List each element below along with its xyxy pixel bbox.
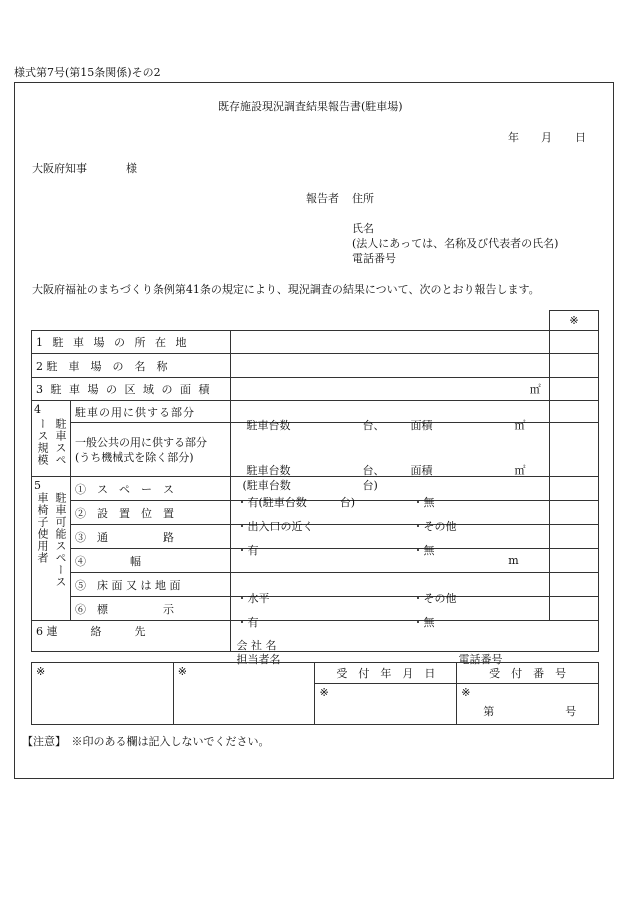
reporter-name-note: (法人にあっては、名称及び代表者の氏名) bbox=[352, 237, 559, 250]
item-3-a: ・有 bbox=[236, 543, 259, 557]
row4b-count2: (駐車台数 bbox=[242, 478, 291, 492]
row1-label: 1 駐 車 場 の 所 在 地 bbox=[32, 331, 231, 354]
item-2-mark bbox=[549, 501, 598, 525]
office-use-table bbox=[31, 662, 599, 725]
date-year: 年 bbox=[508, 131, 519, 144]
row2-value[interactable] bbox=[230, 354, 549, 378]
row5-number: 5 bbox=[34, 479, 41, 492]
item-5-value[interactable] bbox=[230, 573, 549, 605]
item-3-mark bbox=[549, 525, 598, 549]
row6-company: 会 社 名 bbox=[236, 639, 277, 652]
receipt-no-header: 受 付 番 号 bbox=[457, 663, 599, 684]
item-1-mark bbox=[549, 477, 598, 501]
receipt-no-suffix: 号 bbox=[565, 705, 577, 718]
row2-label: 2 駐 車 場 の 名 称 bbox=[32, 354, 231, 378]
item-6-a: ・有 bbox=[236, 615, 259, 629]
row6-person: 担当者名 bbox=[236, 653, 281, 666]
row4b-label-line2: (うち機械式を除く部分) bbox=[75, 450, 194, 464]
item-6-mark bbox=[549, 597, 598, 621]
item-2-label: ② 設 置 位 置 bbox=[71, 501, 231, 525]
row4b-units2: 台) bbox=[362, 478, 378, 492]
office-cell-1-mark: ※ bbox=[36, 665, 46, 678]
row4b-mark bbox=[549, 423, 598, 477]
row4a-count: 駐車台数 bbox=[246, 418, 291, 432]
receipt-date-mark: ※ bbox=[319, 686, 329, 699]
page-title: 既存施設現況調査結果報告書(駐車場) bbox=[218, 100, 403, 113]
receipt-no-cell bbox=[457, 684, 599, 725]
reporter-name: 氏名 bbox=[352, 222, 374, 235]
item-4-value[interactable] bbox=[230, 549, 549, 573]
addressee-name: 大阪府知事 bbox=[32, 162, 87, 175]
row4a-area: 面積 bbox=[410, 418, 433, 432]
row4a-value[interactable] bbox=[230, 401, 549, 432]
item-6-b: ・無 bbox=[412, 615, 435, 629]
row3-label: 3 駐 車 場 の 区 域 の 面 積 bbox=[32, 378, 231, 401]
row6-phone: 電話番号 bbox=[458, 653, 503, 666]
row4a-label: 駐車の用に供する部分 bbox=[71, 401, 231, 423]
item-4-mark bbox=[549, 549, 598, 573]
row4b-area: 面積 bbox=[410, 463, 433, 477]
reporter-phone: 電話番号 bbox=[352, 252, 396, 265]
reporter-address: 住所 bbox=[352, 192, 374, 205]
item-4-label: ④ 幅 bbox=[71, 549, 231, 573]
row3-mark bbox=[549, 378, 598, 401]
office-cell-1 bbox=[32, 663, 174, 725]
row4b-count: 駐車台数 bbox=[246, 463, 291, 477]
item-6-label: ⑥ 標 示 bbox=[71, 597, 231, 621]
receipt-date-header: 受 付 年 月 日 bbox=[315, 663, 457, 684]
row4-vertical-2: ース規模 bbox=[36, 418, 49, 466]
row5-vertical-2: 駐車可能スペース bbox=[54, 492, 67, 588]
item-5-b: ・その他 bbox=[412, 591, 457, 605]
row4-vertical-1: 駐車スペ bbox=[54, 418, 67, 466]
row1-mark bbox=[549, 331, 598, 354]
row4b-label bbox=[71, 423, 231, 477]
receipt-no-prefix: 第 bbox=[483, 705, 495, 718]
row5-heading bbox=[32, 477, 71, 621]
row5-vertical-1: 車椅子使用者 bbox=[36, 492, 49, 564]
row6-label: 6 連 絡 先 bbox=[32, 621, 231, 652]
item-2-b: ・その他 bbox=[412, 519, 457, 533]
row3-unit: ㎡ bbox=[529, 383, 541, 396]
row4-number: 4 bbox=[34, 403, 41, 416]
form-number: 様式第7号(第15条関係)その2 bbox=[14, 66, 161, 79]
item-5-a: ・水平 bbox=[236, 591, 270, 605]
item-5-mark bbox=[549, 573, 598, 597]
receipt-date-cell bbox=[315, 684, 457, 725]
receipt-no-mark: ※ bbox=[461, 686, 471, 699]
row3-value[interactable] bbox=[230, 378, 549, 401]
office-use-mark-box bbox=[549, 310, 599, 331]
row1-value[interactable] bbox=[230, 331, 549, 354]
row4b-units: 台、 bbox=[362, 463, 385, 477]
item-6-value[interactable] bbox=[230, 597, 549, 629]
item-1-b: ・無 bbox=[412, 495, 435, 509]
office-use-mark: ※ bbox=[550, 311, 599, 331]
row4a-mark bbox=[549, 401, 598, 423]
item-1-label: ① ス ペ ー ス bbox=[71, 477, 231, 501]
item-5-label: ⑤ 床 面 又 は 地 面 bbox=[71, 573, 231, 597]
main-table bbox=[31, 330, 599, 666]
date-month: 月 bbox=[541, 131, 552, 144]
statement: 大阪府福祉のまちづくり条例第41条の規定により、現況調査の結果について、次のとおり報告します。 bbox=[32, 283, 540, 296]
office-cell-2-mark: ※ bbox=[177, 665, 187, 678]
addressee-honorific: 様 bbox=[126, 162, 137, 175]
item-1-a: ・有(駐車台数 台) bbox=[236, 495, 356, 509]
row4a-units: 台、 bbox=[362, 418, 385, 432]
note: 【注意】 ※印のある欄は記入しないでください。 bbox=[22, 735, 270, 748]
row4b-label-line1: 一般公共の用に供する部分 bbox=[75, 435, 207, 449]
item-3-label: ③ 通 路 bbox=[71, 525, 231, 549]
date-day: 日 bbox=[575, 131, 586, 144]
reporter-label: 報告者 bbox=[306, 192, 339, 205]
row4b-sqm: ㎡ bbox=[514, 463, 526, 477]
item-2-a: ・出入口の近く bbox=[236, 519, 314, 533]
item-3-b: ・無 bbox=[412, 543, 435, 557]
row4-heading bbox=[32, 401, 71, 477]
item-4-unit: m bbox=[508, 554, 519, 567]
row4a-sqm: ㎡ bbox=[514, 418, 526, 432]
office-cell-2 bbox=[173, 663, 315, 725]
row2-mark bbox=[549, 354, 598, 378]
